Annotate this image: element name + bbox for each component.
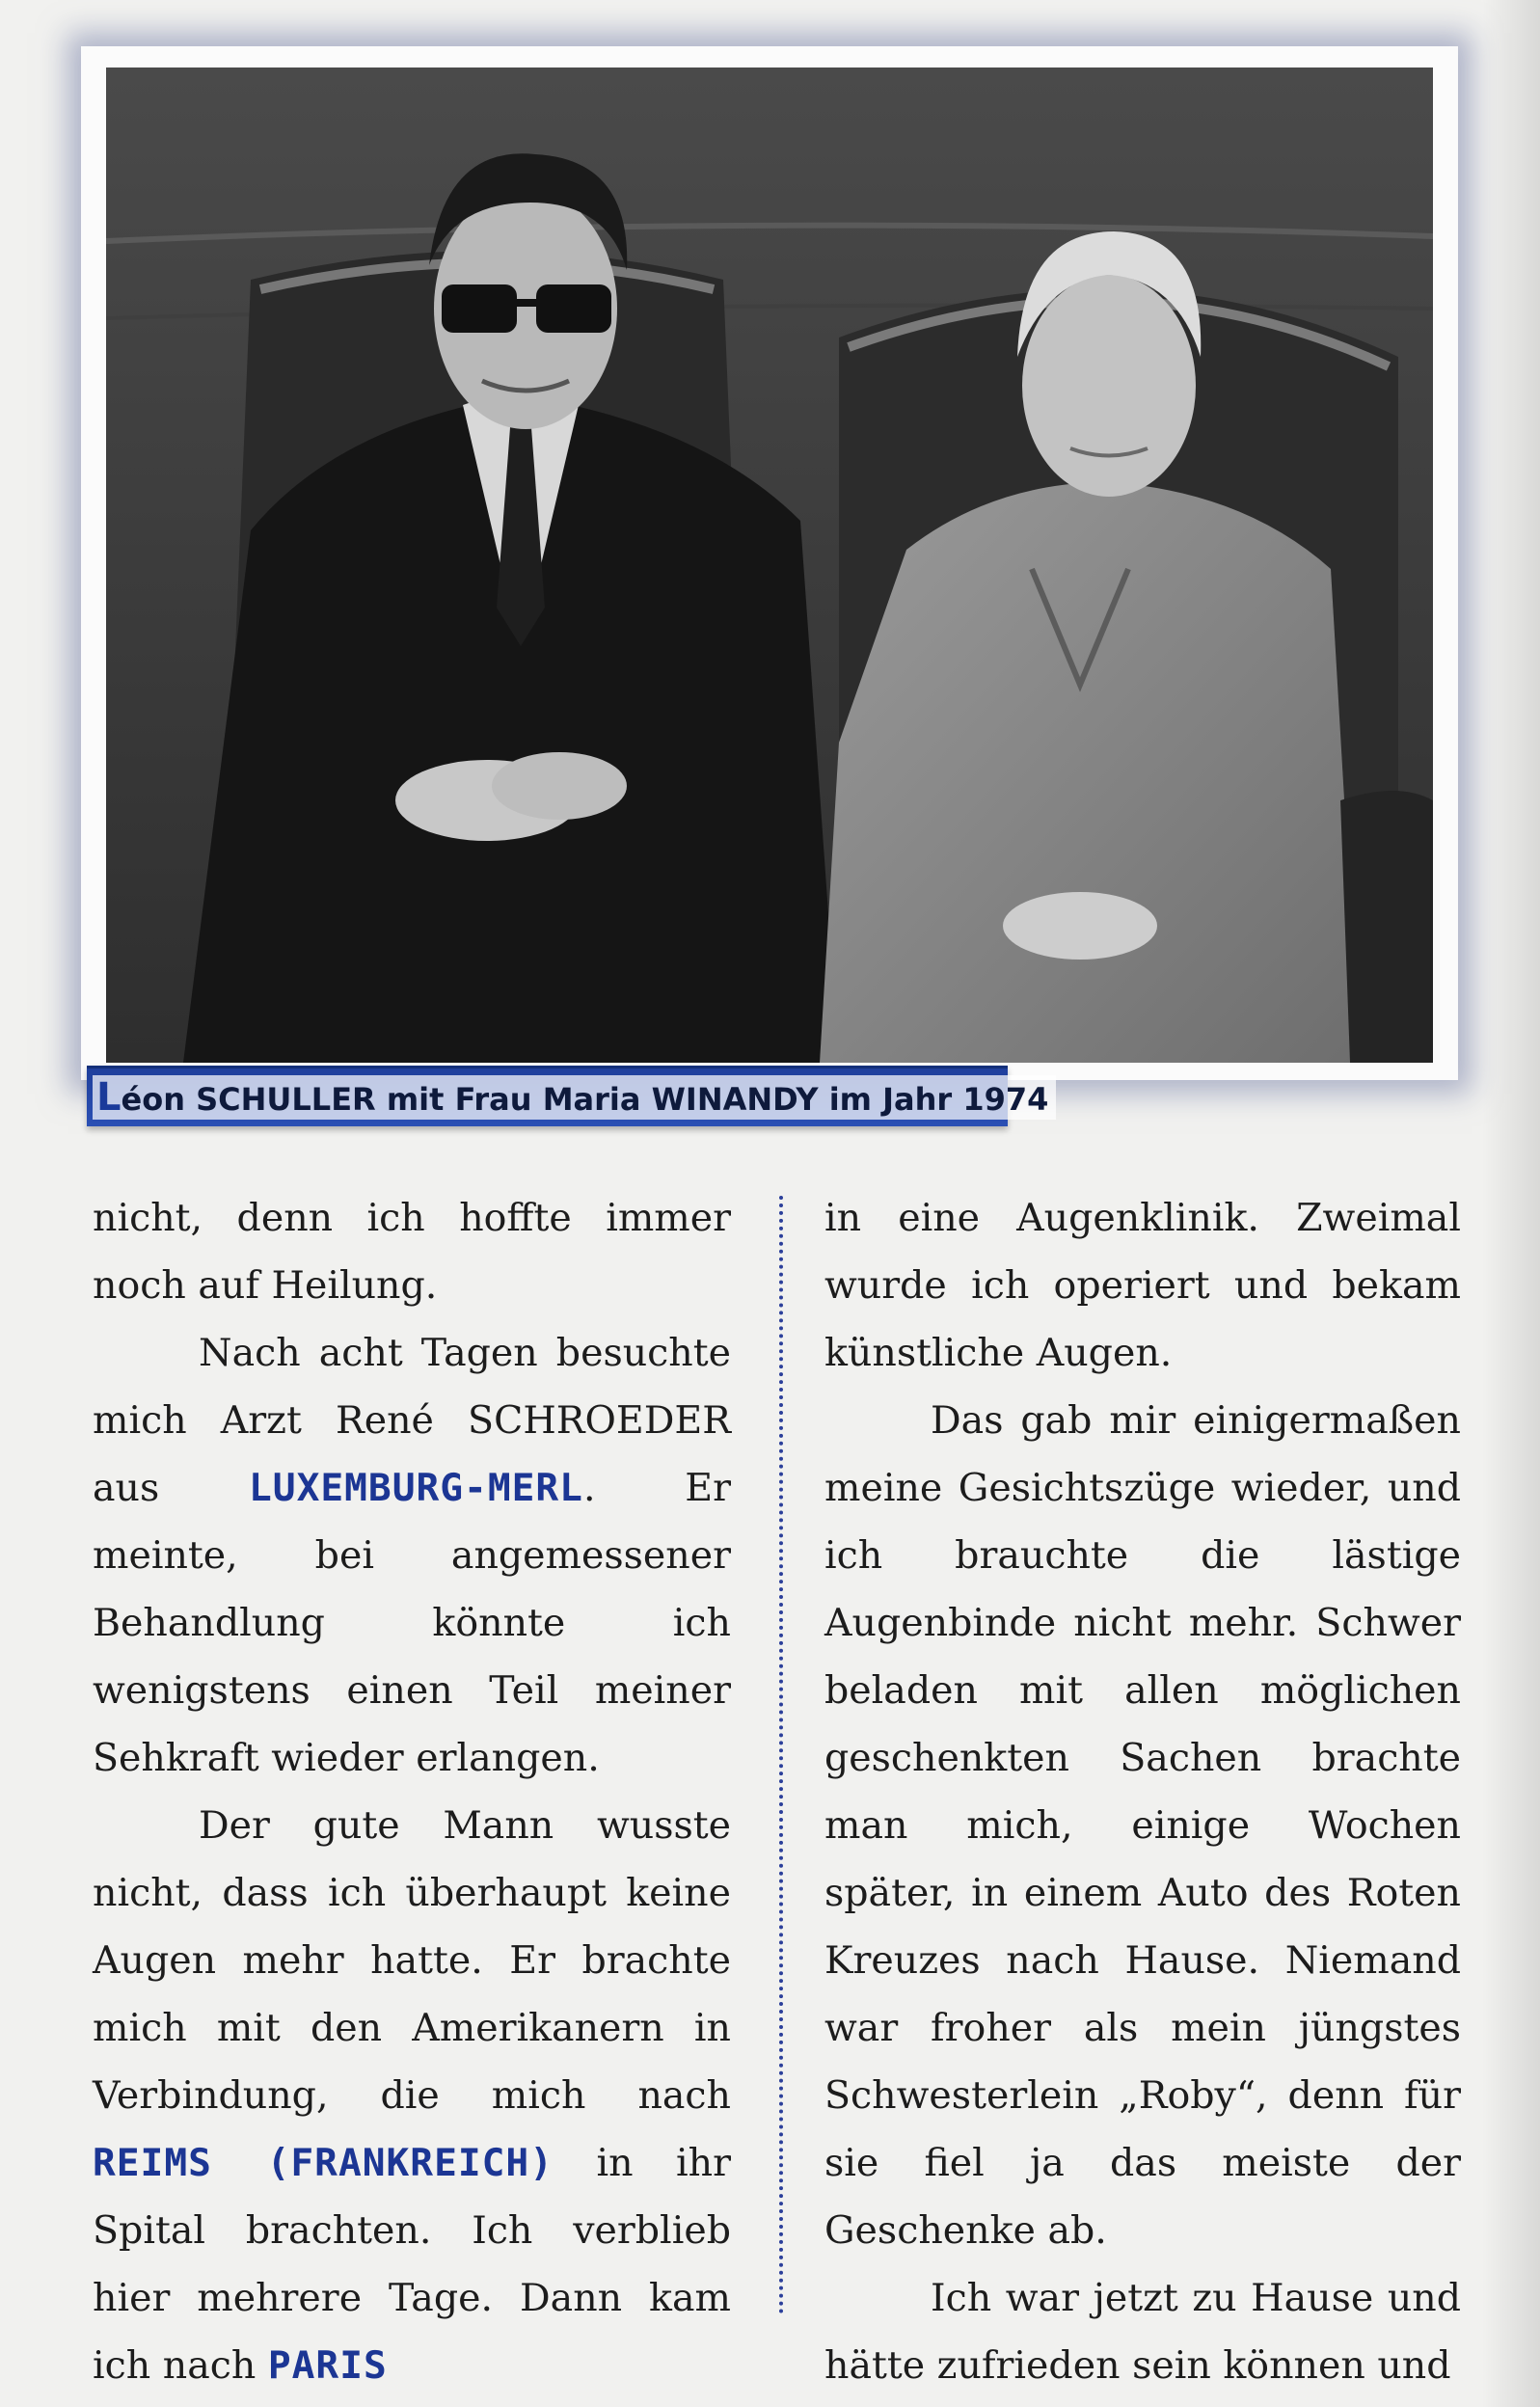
paragraph-text: Der gute Mann wusste nicht, dass ich überhaupt keine Augen mehr hatte. Er brachte mich mit den Amerikanern in Verbindung, die mich nach (93, 1803, 731, 2118)
paragraph-text: in eine Augenklinik. Zweimal wurde ich operiert und bekam künstliche Augen. (824, 1196, 1461, 1375)
left-column (93, 1184, 731, 2399)
page-edge-shadow (1482, 0, 1540, 2407)
place-name: REIMS (FRANKREICH) (93, 2141, 554, 2185)
place-name: LUXEMBURG-MERL (249, 1466, 583, 1510)
paragraph (93, 1319, 731, 1792)
paragraph (93, 1792, 731, 2399)
caption-body: éon SCHULLER mit Frau Maria WINANDY im Jahr 1974 (121, 1081, 1049, 1118)
paragraph-text: in ihr Spital brachten. Ich verblieb hier mehrere Tage. Dann kam ich nach (93, 2141, 732, 2388)
paragraph-text: Nach acht Tagen besuchte mich Arzt René SCHROEDER aus (93, 1331, 731, 1510)
photo-card (81, 46, 1458, 1080)
place-name: PARIS (267, 2343, 388, 2388)
paragraph-text: . Er meinte, bei angemessener Behandlung könnte ich wenigstens einen Teil meiner Sehkraft wieder erlangen. (93, 1466, 731, 1780)
paragraph (824, 1387, 1461, 2264)
paragraph (93, 1184, 731, 1319)
right-column (824, 1184, 1461, 2399)
column-divider (779, 1196, 783, 2314)
paragraph (824, 1184, 1461, 1387)
paragraph-text: Ich war jetzt zu Hause und hätte zufrieden sein können und (824, 2276, 1461, 2388)
paragraph-text: nicht, denn ich hoffte immer noch auf Heilung. (93, 1196, 731, 1308)
photo-caption (87, 1066, 1049, 1126)
caption-text (93, 1075, 1056, 1120)
paragraph (824, 2264, 1461, 2399)
photo-image (106, 68, 1433, 1063)
photo (106, 68, 1433, 1063)
paragraph-text: Das gab mir einigermaßen meine Gesichtszüge wieder, und ich brauchte die lästige Augenbinde nicht mehr. Schwer beladen mit allen möglichen geschenkten Sachen brachte man mich, einige Wochen später, in einem Auto des Roten Kreuzes nach Hause. Niemand war froher als mein jüngstes Schwesterlein „Roby“, denn für sie fiel ja das meiste der Geschenke ab. (824, 1398, 1461, 2253)
caption-initial: L (96, 1075, 122, 1120)
